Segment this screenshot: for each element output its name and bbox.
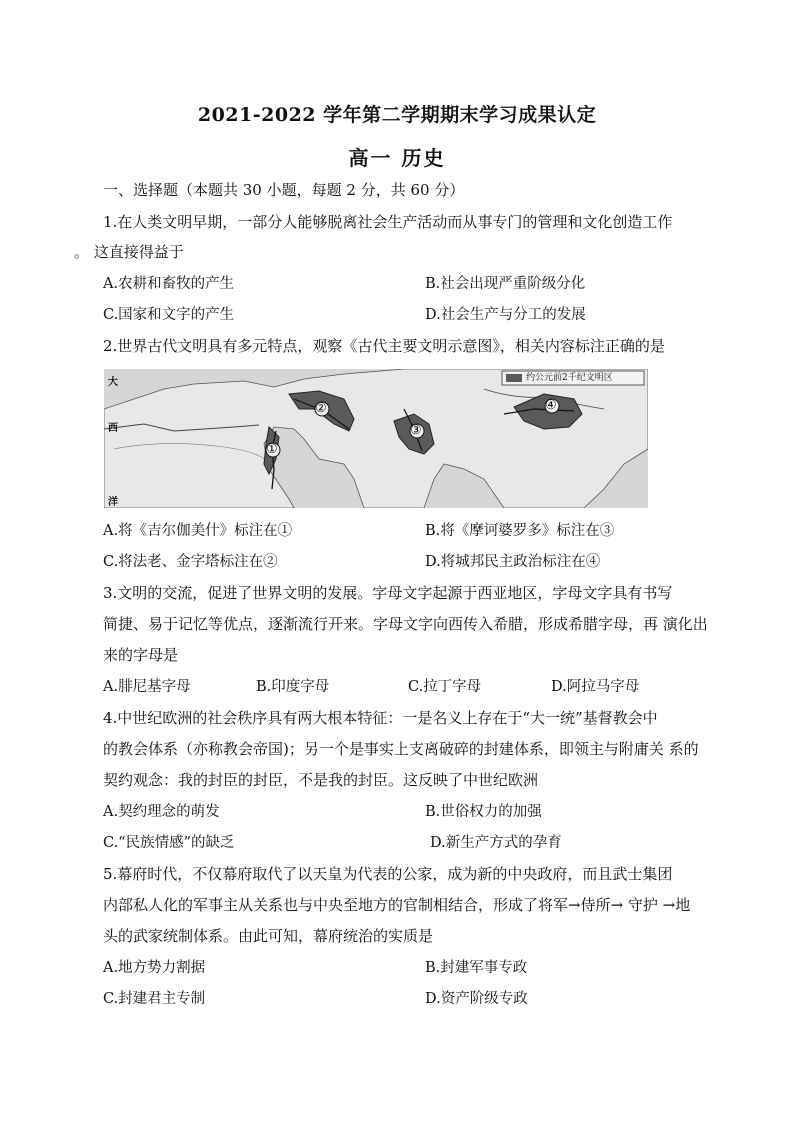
q1-option-b: B.社会出现严重阶级分化 [425, 276, 586, 292]
q1-stem-line-2: 。 这直接得益于 [74, 243, 184, 261]
q5-option-b: B.封建军事专政 [425, 960, 528, 976]
map-marker-3: ③ [410, 423, 422, 438]
map-corner-label-1: 大 [108, 377, 118, 388]
q3-option-a: A.腓尼基字母 [103, 679, 191, 695]
q4-stem-line-2: 的教会体系（亦称教会帝国)；另一个是事实上支离破碎的封建体系，即领主与附庸关 系的 [103, 740, 699, 758]
q3-stem-line-1: 3.文明的交流，促进了世界文明的发展。字母文字起源于西亚地区，字母文字具有书写 [103, 584, 673, 602]
q5-option-d: D.资产阶级专政 [425, 991, 528, 1007]
map-marker-2: ② [315, 401, 327, 416]
q1-stem-line-1: 1.在人类文明早期，一部分人能够脱离社会生产活动而从事专门的管理和文化创造工作 [103, 213, 673, 231]
q4-option-a: A.契约理念的萌发 [103, 804, 220, 820]
map-corner-label-2: 西 [108, 423, 118, 434]
q5-option-c: C.封建君主专制 [103, 991, 206, 1007]
q5-stem-line-1: 5.幕府时代，不仅幕府取代了以天皇为代表的公家，成为新的中央政府，而且武士集团 [103, 865, 673, 883]
map-legend: 约公元前2千纪文明区 [526, 373, 613, 383]
q3-option-d: D.阿拉马字母 [551, 679, 640, 695]
q5-stem-line-3: 头的武家统制体系。由此可知，幕府统治的实质是 [103, 927, 434, 945]
q2-stem: 2.世界古代文明具有多元特点，观察《古代主要文明示意图》，相关内容标注正确的是 [103, 337, 665, 355]
q5-stem-line-2: 内部私人化的军事主从关系也与中央至地方的官制相结合，形成了将军→侍所→ 守护 →地 [103, 896, 691, 914]
q2-option-a: A.将《吉尔伽美什》标注在① [103, 523, 293, 539]
exam-subject: 高一 历史 [348, 146, 446, 170]
q2-option-d: D.将城邦民主政治标注在④ [425, 554, 601, 570]
q3-option-b: B.印度字母 [256, 679, 330, 695]
q3-stem-line-2: 简捷、易于记忆等优点，逐渐流行开来。字母文字向西传入希腊，形成希腊字母，再 演化出 [103, 615, 708, 633]
q4-stem-line-3: 契约观念：我的封臣的封臣，不是我的封臣。这反映了中世纪欧洲 [103, 771, 539, 789]
q1-option-c: C.国家和文字的产生 [103, 307, 235, 323]
map-figure [104, 369, 648, 508]
ancient-civilizations-map [104, 369, 648, 508]
q5-option-a: A.地方势力割据 [103, 960, 206, 976]
q1-option-d: D.社会生产与分工的发展 [425, 307, 586, 323]
exam-title: 2021-2022 学年第二学期期末学习成果认定 [197, 104, 597, 126]
q4-option-b: B.世俗权力的加强 [425, 804, 542, 820]
section-heading: 一、选择题（本题共 30 小题，每题 2 分，共 60 分） [103, 181, 465, 199]
q1-option-a: A.农耕和畜牧的产生 [103, 276, 235, 292]
q3-option-c: C.拉丁字母 [408, 679, 482, 695]
q4-option-d: D.新生产方式的孕育 [430, 835, 562, 851]
q2-option-c: C.将法老、金字塔标注在② [103, 554, 278, 570]
q4-stem-line-1: 4.中世纪欧洲的社会秩序具有两大根本特征：一是名义上存在于“大一统”基督教会中 [103, 709, 658, 727]
map-marker-1: ① [266, 442, 278, 457]
q2-option-b: B.将《摩诃婆罗多》标注在③ [425, 523, 615, 539]
map-marker-4: ④ [545, 398, 557, 413]
q4-option-c: C.“民族情感”的缺乏 [103, 835, 235, 851]
q3-stem-line-3: 来的字母是 [103, 646, 179, 664]
map-corner-label-3: 洋 [108, 497, 118, 508]
